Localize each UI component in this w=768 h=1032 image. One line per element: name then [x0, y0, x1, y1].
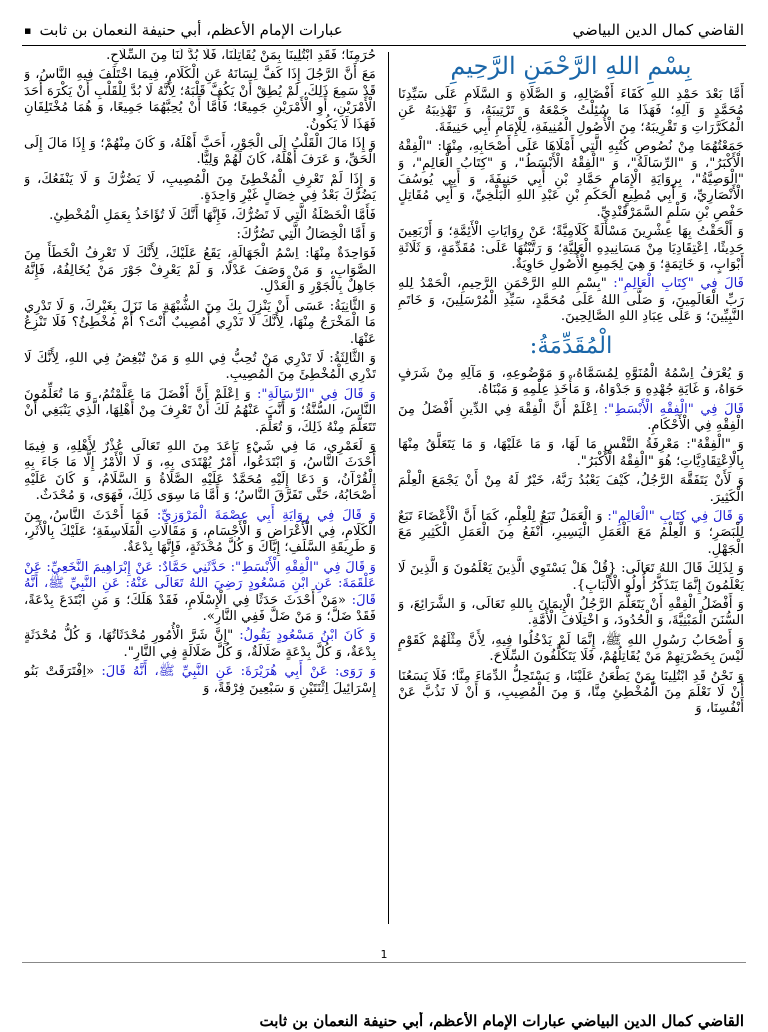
citation-text: "بِسْمِ اللهِ الرَّحْمَنِ الرَّحِيمِ، الْحَمْدُ لِلهِ رَبِّ الْعَالَمِينَ، وَ صَلَّى اللهُ عَلَى مُحَمَّدٍ، سَيِّدِ الْمُرْسَلِينَ، وَ خَاتَمِ النَّبِيِّينَ؛ وَ عَلَى عِبَادِ اللهِ الصَّالِحِينَ. [398, 276, 744, 325]
paragraph [398, 276, 744, 325]
citation-text: فَمَا أَحْدَثَ النَّاسُ، مِنَ الْكَلَامِ، فِي الْأَعْرَاضِ وَ الْأَجْسَامِ، وَ مَقَالَاتِ الْفَلَاسِفَةِ؛ عَلَيْكَ بِالْأَثَرِ، وَ طَرِيقَةِ السَّلَفِ؛ إِيَّاكَ وَ كُلَّ مُحْدَثَةٍ، فَإِنَّهَا بِدْعَةٌ. [24, 507, 376, 556]
paragraph: وَ أَصْحَابُ رَسُولِ اللهِ ﷺ، إِنَّمَا لَمْ يَدْخُلُوا فِيهِ، لِأَنَّ مِثْلَهُمْ كَقَوْمٍ لَيْسَ بِحَضْرَتِهِمْ مَنْ يُقَاتِلُهُمْ، فَلَا يَتَكَلَّفُونَ السِّلَاحَ. [398, 632, 744, 665]
citation-label: وَ كَانَ ابْنُ مَسْعُودٍ يَقُولُ: [239, 628, 376, 644]
paragraph [24, 628, 376, 661]
column-divider [388, 52, 389, 924]
citation-text: وَ اِعْلَمْ أَنَّ أَفْضَلَ مَا عَلَّمْتُمُ، وَ مَا تُعَلِّمُونَ النَّاسَ، السُّنَّةُ؛ وَ أَنَّبَ عَنْهُمُ لَكَ أَنْ تَعْرِفَ مِنْ أَهْلِهَا، الَّذِي يَنْبَغِي أَنْ تَتَعَلَّمَ مِنْهُ ذَلِكَ، وَ تُعَلِّمَ. [24, 386, 376, 435]
citation-label: وَ رَوَى: عَنْ أَبِي هُرَيْرَةَ: عَنِ النَّبِيِّ ﷺ، أَنَّهُ قَالَ: [101, 664, 376, 680]
paragraph: جَمَعْتُهُمَا مِنْ نُصُوصِ كُتُبِهِ الَّتِي أَمْلَاهَا عَلَى أَصْحَابِهِ، مِنْهَا: "الْفِقْهُ الْأَكْبَرُ"، وَ "الرِّسَالَةُ"، وَ "الْفِقْهُ الْأَبْسَطُ"، وَ "كِتَابُ الْعَالِمِ"، وَ "الْوَصِيَّةُ"، بِرِوَايَةِ الْإِمَامِ حَمَّادِ بْنِ أَبِي حَنِيفَةَ، وَ أَبِي يُوسُفَ الْأَنْصَارِيِّ، وَ أَبِي مُطِيعٍ الْحَكَمِ بْنِ عَبْدِ اللهِ الْبَلْخِيِّ، وَ أَبِي مُقَاتِلٍ حَفْصِ بْنِ سَلْمٍ السَّمَرْقَنْدِيِّ. [398, 139, 744, 220]
bullet-icon: ▪ [24, 23, 32, 37]
paragraph: وَ الثَّالِثَةُ: لَا تَدْرِي مَنْ تُحِبُّ فِي اللهِ وَ مَنْ تُبْغِضُ فِي اللهِ، لِأَنَّكَ لَا تَدْرِي الْمُخْطِئَ مِنَ الْمُصِيبِ. [24, 350, 376, 383]
paragraph: وَ الثَّانِيَةُ: عَسَى أَنْ يَنْزِلَ بِكَ مِنَ الشُّبْهَةِ مَا نَزَلَ بِغَيْرِكَ، وَ لَا تَدْرِي مَا الْمَخْرَجُ مِنْهَا، لِأَنَّكَ لَا تَدْرِي أَمُصِيبٌ أَنْتَ؟ أَمْ مُخْطِئٌ؟ فَلَا تَنْزِعُ عَنْهَا. [24, 298, 376, 347]
right-column [398, 48, 744, 922]
citation-label: وَ قَالَ فِي كِتَابِ "الْعَالِمِ": [607, 508, 744, 524]
paragraph: وَ إِذَا لَمْ تَعْرِفِ الْمُخْطِئَ مِنَ الْمُصِيبِ، لَا يَضُرُّكَ وَ لَا يَنْفَعُكَ، وَ يَضُرُّكَ بَعْدُ فِي خِصَالٍ غَيْرِ وَاحِدَةٍ. [24, 171, 376, 204]
paragraph: وَ يُعْرَفُ اِسْمُهُ الْمُنَوَّهِ لِمُسَمَّاهُ، وَ مَوْضُوعِهِ، وَ مَآلِهِ مِنْ شَرَفٍ حَوَاهُ، وَ غَايَةِ جُهْدِهِ وَ جَدْوَاهُ، وَ مَأْخَذِ عِلْمِهِ وَ مَبْنَاهُ. [398, 365, 744, 398]
paragraph [398, 402, 744, 435]
paragraph [24, 664, 376, 697]
citation-text: وَ الْعَمَلُ تَبَعٌ لِلْعِلْمِ، كَمَا أَنَّ الْأَعْضَاءَ تَبَعٌ لِلْبَصَرِ؛ وَ الْعِلْمُ مَعَ الْعَمَلِ الْيَسِيرِ، أَنْفَعُ مِنَ الْعَمَلِ الْكَثِيرِ مَعَ الْجَهْلِ. [398, 508, 744, 557]
paragraph: وَ أَمَّا الْخِصَالُ الَّتِي تَضُرُّكَ: [236, 227, 376, 243]
citation-text: «اِفْتَرَقَتْ بَنُو إِسْرَائِيلَ اِثْنَتَيْنِ وَ سَبْعِينَ فِرْقَةً، وَ [24, 664, 376, 696]
paragraph: وَ "الْفِقْهُ": مَعْرِفَةُ النَّفْسِ مَا لَهَا، وَ مَا عَلَيْهَا، وَ مَا يَتَعَلَّقُ مِنْهَا بِالْاِعْتِقَادِيَّاتِ؛ هُوَ "الْفِقْهُ الْأَكْبَرُ". [398, 437, 744, 469]
author-title: القاضي كمال الدين البياضي [572, 21, 744, 39]
paragraph: وَ لِذَلِكَ قَالَ اللهُ تَعَالَى: {قُلْ هَلْ يَسْتَوِي الَّذِينَ يَعْلَمُونَ وَ الَّذِينَ لَا يَعْلَمُونَ إِنَّمَا يَتَذَكَّرُ أُولُو الْأَلْبَابِ}. [398, 561, 744, 593]
paragraph: وَ لَأَنْ يَتَفَقَّهَ الرَّجُلُ، كَيْفَ يَعْبُدُ رَبَّهُ، خَيْرٌ لَهُ مِنْ أَنْ يَجْمَعَ الْعِلْمَ الْكَثِيرَ. [398, 473, 744, 505]
citation-text: «مَنْ أَحْدَثَ حَدَثًا فِي الْإِسْلَامِ، فَقَدْ هَلَكَ؛ وَ مَنِ ابْتَدَعَ بِدْعَةً، فَقَدْ ضَلَّ؛ وَ مَنْ ضَلَّ فَفِي النَّارِ». [24, 592, 376, 624]
citation-label: قَالَ فِي "الْفِقْهِ الْأَبْسَطِ": [603, 401, 744, 417]
header-rule [22, 45, 746, 46]
citation-label: وَ قَالَ فِي "الْفِقْهِ الْأَبْسَطِ": حَدَّثَنِي حَمَّادٌ: عَنْ إِبْرَاهِيمَ النَّخَعِيِّ: عَنْ عَلْقَمَةَ: عَنِ ابْنِ مَسْعُودٍ رَضِيَ اللهُ تَعَالَى عَنْهُ: عَنِ النَّبِيِّ ﷺ، أَنَّهُ قَالَ: [24, 559, 376, 608]
paragraph: وَ نَحْنُ قَدِ ابْتُلِينَا بِمَنْ يَطْعَنُ عَلَيْنَا، وَ يَسْتَحِلُّ الدِّمَاءَ مِنَّا؛ فَلَا يَسَعُنَا أَنْ لَا نَعْلَمَ مِنَ الْمُخْطِئِ مِنَّا، وَ مِنَ الْمُصِيبِ، وَ أَنْ لَا نَذُبَّ عَنْ أَنْفُسِنَا، وَ [398, 668, 744, 717]
paragraph [24, 560, 376, 626]
paragraph: فَأَمَّا الْخَصْلَةُ الَّتِي لَا تَضُرُّكَ، فَإِنَّهَا أَنَّكَ لَا تُؤَاخَذُ بِعَمَلِ الْمُخْطِئِ. [49, 207, 376, 223]
paragraph: أَمَّا بَعْدَ حَمْدِ اللهِ كَفَاءَ أَفْضَالِهِ، وَ الصَّلَاةِ وَ السَّلَامِ عَلَى سَيِّدِنَا مُحَمَّدٍ وَ آلِهِ؛ فَهَذَا مَا سُئِلْتُ جَمْعَهُ وَ تَرْتِيبَهُ، وَ تَهْذِيبَهُ عَنِ الْمُكَرَّرَاتِ وَ تَقْرِيبَهُ؛ مِنَ الْأُصُولِ الْمُنِيفَةِ، لِلْإِمَامِ أَبِي حَنِيفَةَ. [398, 87, 744, 135]
basmala-heading: بِسْمِ اللهِ الرَّحْمَنِ الرَّحِيمِ [450, 52, 692, 80]
paragraph [24, 508, 376, 557]
paragraph: وَ لَعَمْرِي، مَا فِي شَيْءٍ بَاعَدَ مِنَ اللهِ تَعَالَى عُذْرٌ لِأَهْلِهِ، وَ فِيمَا أَحْدَثَ النَّاسُ، وَ ابْتَدَعُوا، أَمْرٌ يُهْتَدَى بِهِ، وَ لَا الْأَمْرُ إِلَّا مَا جَاءَ بِهِ الْقُرْآنُ، وَ دَعَا إِلَيْهِ مُحَمَّدٌ عَلَيْهِ الصَّلَاةُ وَ السَّلَامُ، وَ كَانَ عَلَيْهِ أَصْحَابُهُ، حَتَّى تَفَرَّقَ النَّاسُ؛ وَ أَمَّا مَا سِوَى ذَلِكَ، فَهَوَى، وَ مُحْدَثٌ. [24, 438, 376, 504]
citation-text: اِعْلَمْ أَنَّ الْفِقْهَ فِي الدِّينِ أَفْضَلُ مِنَ الْفِقْهِ فِي الْأَحْكَامِ. [398, 401, 744, 433]
citation-label: وَ قَالَ فِي "الرِّسَالَةِ": [256, 386, 376, 402]
citation-label: وَ قَالَ فِي رِوَايَةِ أَبِي عِصْمَةَ الْمَرْوَزِيِّ: [156, 507, 376, 523]
paragraph: حُرَمِنَا؛ فَقَدِ ابْتُلِينَا بِمَنْ يُقَاتِلُنَا، فَلَا بُدَّ لَنَا مِنَ السِّلَاحِ. [106, 48, 376, 63]
paragraph: فَوَاحِدَةٌ مِنْهَا: اِسْمُ الْجَهَالَةِ، يَقَعُ عَلَيْكَ، لِأَنَّكَ لَا تَعْرِفُ الْخَطَأَ مِنَ الصَّوَابِ، وَ مَنْ وَصَفَ عَدْلًا، وَ لَمْ يَعْرِفْ جَوْرَ مَنْ يُخَالِفُهُ، فَإِنَّهُ جَاهِلٌ بِالْجَوْرِ وَ الْعَدْلِ. [24, 246, 376, 295]
paragraph [398, 509, 744, 558]
book-title: عبارات الإمام الأعظم، أبي حنيفة النعمان بن ثابت [39, 21, 343, 39]
paragraph: وَ إِذَا مَالَ الْقَلْبُ إِلَى الْجَوْرِ، أَحَبَّ أَهْلَهُ، وَ كَانَ مِنْهُمْ؛ وَ إِذَا مَالَ إِلَى الْحَقِّ، وَ عَرَفَ أَهْلَهُ، كَانَ لَهُمْ وَلِيًّا. [24, 136, 376, 168]
paragraph: وَ أَلْحَقْتُ بِهَا عِشْرِينَ مَسْأَلَةً كَلَامِيَّةً؛ عَنْ رِوَايَاتِ الْأَئِمَّةِ؛ وَ أَرْبَعِينَ حَدِيثًا، اِعْتِقَادِيَا مِنْ مَسَانِيدِهِ الْعَلِيَّةِ؛ وَ رَتَّبْتُهَا عَلَى: مُقَدِّمَةٍ، وَ ثَلَاثَةِ أَبْوَابٍ، وَ خَاتِمَةٍ؛ وَ هِيَ لِجَمِيعِ الْأُصُولِ حَاوِيَةٌ. [398, 224, 744, 273]
footer-rule [22, 962, 746, 963]
paragraph [24, 387, 376, 436]
citation-label: قَالَ فِي "كِتَابِ الْعَالِمِ": [613, 276, 744, 292]
section-heading: الْمُقَدِّمَةُ: [529, 332, 613, 359]
next-page-header: القاضي كمال الدين البياضي عبارات الإمام الأعظم، أبي حنيفة النعمان بن ثابت [259, 1012, 744, 1030]
paragraph: مَعَ أَنَّ الرَّجُلَ إِذَا كَفَّ لِسَانَهُ عَنِ الْكَلَامِ، فِيمَا اخْتَلَفَ فِيهِ النَّاسُ، وَ قَدْ سَمِعَ ذَلِكَ، لَمْ يُطِقْ أَنْ يَكُفَّ قَلْبَهُ؛ لِأَنَّهُ لَا بُدَّ لِلْقَلْبِ أَنْ يَكْرَهَ أَحَدَ الْأَمْرَيْنِ، أَوِ الْأَمْرَيْنِ جَمِيعًا؛ فَأَمَّا أَنْ يُحِبَّهُمَا جَمِيعًا، وَ هُمَا مُخْتَلِفَانِ فَهَذَا لَا يَكُونُ. [24, 67, 376, 132]
paragraph: وَ أَفْضَلُ الْفِقْهِ أَنْ يَتَعَلَّمَ الرَّجُلُ الْإِيمَانَ بِاللهِ تَعَالَى، وَ الشَّرَائِعَ، وَ السُّنَنَ الْمَبْنِيَّةَ، وَ الْحُدُودَ، وَ اخْتِلَافَ الْأُمَّةِ. [398, 596, 744, 629]
citation-text: "إِنَّ شَرَّ الْأُمُورِ مُحْدَثَاتُهَا، وَ كُلُّ مُحْدَثَةٍ بِدْعَةٌ، وَ كُلَّ بِدْعَةٍ ضَلَالَةٌ، وَ كُلَّ ضَلَالَةٍ فِي النَّارِ". [24, 628, 376, 660]
page-number: 1 [380, 948, 388, 961]
left-column [24, 48, 376, 922]
page-header [24, 18, 744, 42]
